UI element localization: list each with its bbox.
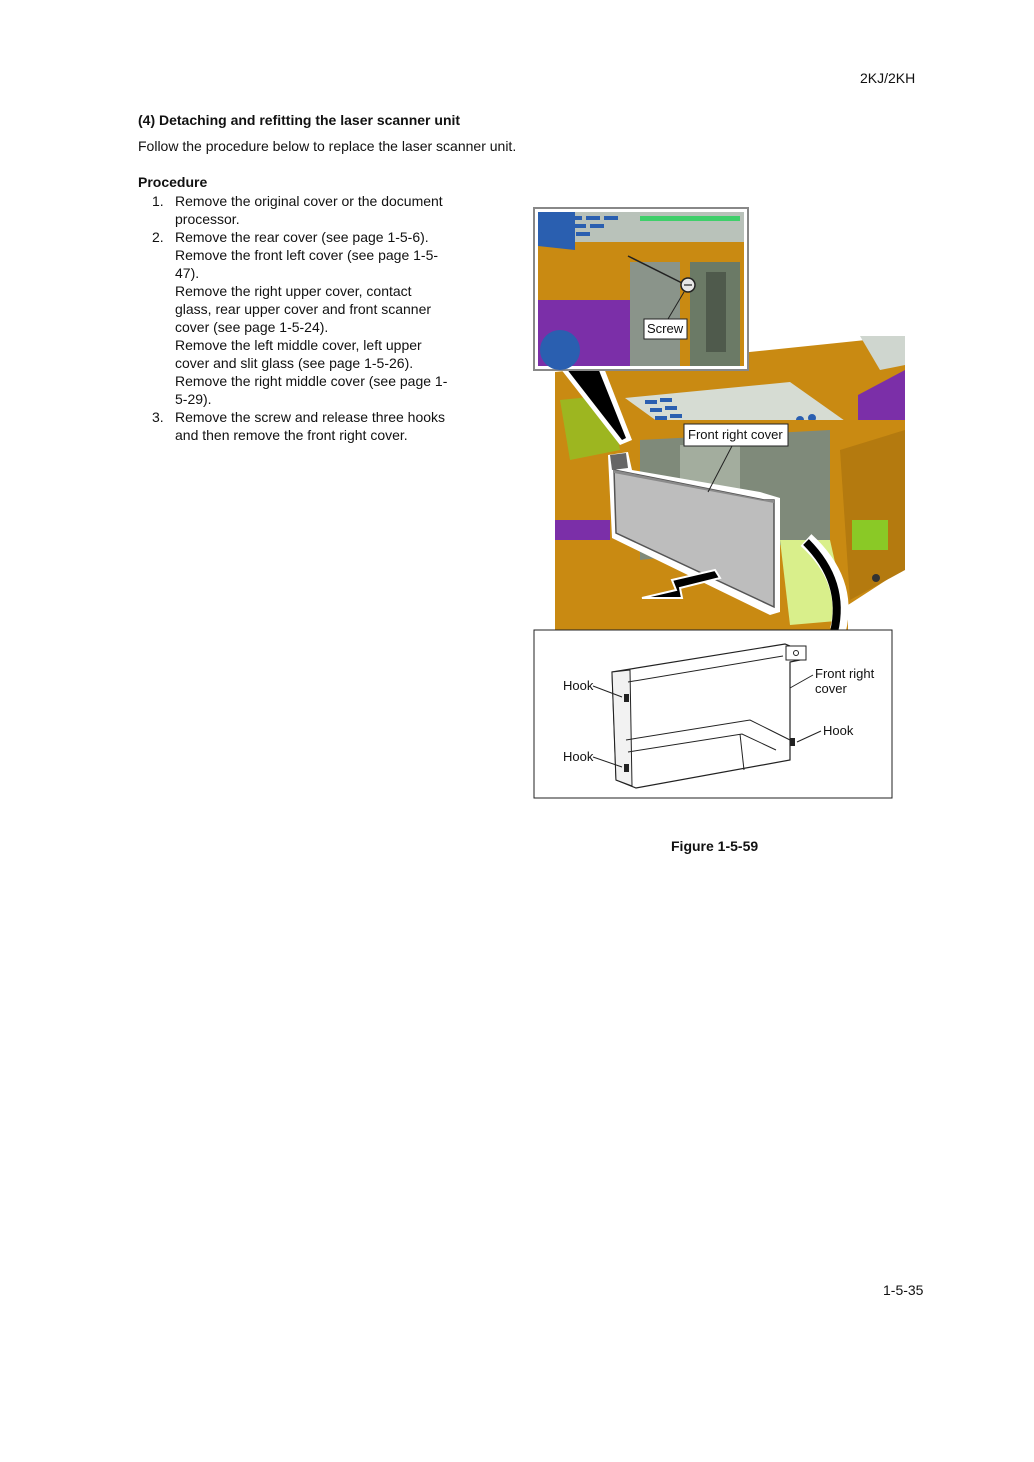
step-line: processor. [175, 211, 240, 227]
figure-caption: Figure 1-5-59 [671, 838, 759, 854]
machine-view [555, 336, 905, 635]
step-line: cover and slit glass (see page 1-5-26). [175, 355, 414, 371]
lower-left-hook [624, 764, 629, 772]
procedure-heading: Procedure [138, 174, 208, 190]
step-line: and then remove the front right cover. [175, 427, 408, 443]
intro-text: Follow the procedure below to replace the laser scanner unit. [138, 138, 517, 154]
left-purple-part [555, 520, 610, 540]
step-line: cover (see page 1-5-24). [175, 319, 329, 335]
hook-detail-box [534, 630, 892, 798]
document-code: 2KJ/2KH [860, 70, 916, 86]
section-title: (4) Detaching and refitting the laser scanner unit [138, 112, 461, 128]
screw-detail-inset [534, 208, 748, 370]
front-right-cover-detail-label-line1: Front right [815, 666, 875, 681]
step-line: Remove the right middle cover (see page 1- [175, 373, 448, 389]
front-right-cover-detail-label-line2: cover [815, 681, 847, 696]
inset-green-strip [640, 216, 740, 221]
page-number: 1-5-35 [883, 1282, 924, 1298]
upper-left-hook [624, 694, 629, 702]
step-line: glass, rear upper cover and front scanner [175, 301, 432, 317]
hook-label-lower-left: Hook [563, 749, 594, 764]
step-line: 5-29). [175, 391, 212, 407]
step-number: 1. [152, 193, 164, 209]
cover-mount-tab [786, 646, 806, 660]
front-right-cover-tab [610, 453, 628, 470]
step-line: Remove the right upper cover, contact [175, 283, 412, 299]
inset-blue-roller [540, 330, 580, 370]
step-line: Remove the screw and release three hooks [175, 409, 446, 425]
step-line: Remove the front left cover (see page 1-5- [175, 247, 439, 263]
hook-label-right: Hook [823, 723, 854, 738]
right-hook [790, 738, 795, 746]
step-number: 2. [152, 229, 164, 245]
step-line: Remove the left middle cover, left upper [175, 337, 422, 353]
front-right-cover-label: Front right cover [688, 427, 783, 442]
step-line: Remove the original cover or the document [175, 193, 443, 209]
machine-right-knob [872, 574, 880, 582]
machine-right-vent [852, 520, 888, 550]
machine-right-face [840, 430, 905, 600]
step-line: 47). [175, 265, 200, 281]
step-number: 3. [152, 409, 164, 425]
inset-frame-slot [706, 272, 726, 352]
inset-blue-corner [538, 212, 575, 250]
screw-label: Screw [647, 321, 684, 336]
step-line: Remove the rear cover (see page 1-5-6). [175, 229, 429, 245]
hook-label-upper-left: Hook [563, 678, 594, 693]
